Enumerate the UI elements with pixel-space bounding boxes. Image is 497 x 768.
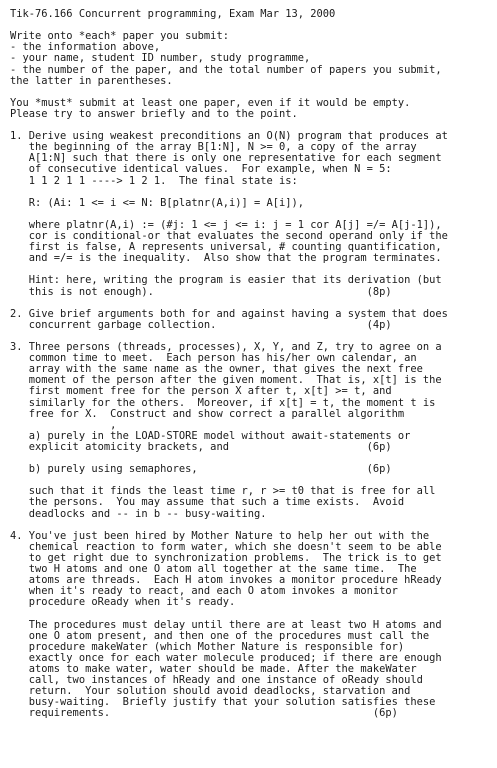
text-line: two H atoms and one O atom all together at the same time. The bbox=[10, 563, 417, 575]
text-line: busy-waiting. Briefly justify that your solution satisfies these bbox=[10, 696, 436, 709]
text-line: procedure oReady when it's ready. bbox=[10, 596, 236, 609]
text-line: exactly once for each water molecule produced; if there are enough bbox=[10, 651, 442, 664]
text-line: one O atom present, and then one of the procedures must call the bbox=[10, 629, 430, 642]
text-line: chemical reaction to form water, which she doesn't seem to be able bbox=[10, 540, 442, 553]
text-line: 4. You've just been hired by Mother Nature to help her out with the bbox=[10, 529, 430, 542]
text-line: the latter in parentheses. bbox=[10, 74, 173, 87]
text-line: free for X. Construct and show correct a parallel algorithm bbox=[10, 407, 405, 420]
text-line: R: (Ai: 1 <= i <= N: B[platnr(A,i)] = A[i]), bbox=[10, 196, 305, 209]
text-line: b) purely using semaphores, (6p) bbox=[10, 463, 392, 476]
text-line: explicit atomicity brackets, and (6p) bbox=[10, 440, 392, 453]
text-line: of consecutive identical values. For example, when N = 5: bbox=[10, 163, 392, 176]
text-line: Write onto *each* paper you submit: bbox=[10, 30, 229, 43]
text-line: common time to meet. Each person has his/her own calendar, an bbox=[10, 352, 417, 365]
text-line: concurrent garbage collection. (4p) bbox=[10, 318, 392, 331]
text-line: cor is conditional-or that evaluates the second operand only if the bbox=[10, 230, 448, 242]
text-line: this is not enough). (8p) bbox=[10, 285, 392, 298]
text-line: to get right due to synchronization problems. The trick is to get bbox=[10, 551, 442, 564]
text-line: return. Your solution should avoid deadlocks, starvation and bbox=[10, 685, 411, 698]
text-line: procedure makeWater (which Mother Nature is responsible for) bbox=[10, 640, 405, 653]
text-line: and =/= is the inequality. Also show that the program terminates. bbox=[10, 252, 442, 265]
text-line: 1 1 2 1 1 ----> 1 2 1. The final state is: bbox=[10, 174, 298, 187]
text-line: , bbox=[10, 418, 117, 431]
text-line: call, two instances of hReady and one instance of oReady should bbox=[10, 674, 423, 686]
text-line: first is false, A represents universal, # counting quantification, bbox=[10, 241, 442, 254]
text-line: - the information above, bbox=[10, 41, 161, 54]
text-line: 1. Derive using weakest preconditions an O(N) program that produces at bbox=[10, 130, 448, 143]
text-line: Hint: here, writing the program is easier that its derivation (but bbox=[10, 274, 442, 287]
text-line: the persons. You may assume that such a time exists. Avoid bbox=[10, 496, 405, 509]
text-line: A[1:N] such that there is only one representative for each segment bbox=[10, 152, 442, 165]
text-line: - the number of the paper, and the total number of papers you submit, bbox=[10, 63, 442, 76]
text-line: You *must* submit at least one paper, even if it would be empty. bbox=[10, 96, 411, 109]
text-line: atoms to make water, water should be made. After the makeWater bbox=[10, 662, 417, 675]
text-line: deadlocks and -- in b -- busy-waiting. bbox=[10, 507, 267, 520]
text-line: such that it finds the least time r, r >= t0 that is free for all bbox=[10, 485, 436, 498]
text-line: Tik-76.166 Concurrent programming, Exam Mar 13, 2000 bbox=[10, 8, 336, 20]
text-line: when it's ready to react, and each O atom invokes a monitor bbox=[10, 585, 398, 598]
text-line: atoms are threads. Each H atom invokes a monitor procedure hReady bbox=[10, 574, 442, 587]
text-line: similarly for the others. Moreover, if x[t] = t, the moment t is bbox=[10, 396, 436, 409]
text-line: 2. Give brief arguments both for and against having a system that does bbox=[10, 307, 448, 320]
text-line: array with the same name as the owner, that gives the next free bbox=[10, 363, 423, 376]
text-line: where platnr(A,i) := (#j: 1 <= j <= i: j = 1 cor A[j] =/= A[j-1]), bbox=[10, 218, 442, 231]
text-line: - your name, student ID number, study programme, bbox=[10, 52, 311, 65]
text-line: a) purely in the LOAD-STORE model without await-statements or bbox=[10, 429, 411, 442]
text-line: first moment free for the person X after t, x[t] >= t, and bbox=[10, 385, 392, 398]
text-line: moment of the person after the given moment. That is, x[t] is the bbox=[10, 374, 442, 387]
text-line: requirements. (6p) bbox=[10, 707, 398, 720]
text-line: Please try to answer briefly and to the point. bbox=[10, 107, 298, 120]
text-line: the beginning of the array B[1:N], N >= 0, a copy of the array bbox=[10, 141, 417, 154]
text-line: The procedures must delay until there are at least two H atoms and bbox=[10, 618, 442, 631]
text-line: 3. Three persons (threads, processes), X, Y, and Z, try to agree on a bbox=[10, 341, 442, 353]
